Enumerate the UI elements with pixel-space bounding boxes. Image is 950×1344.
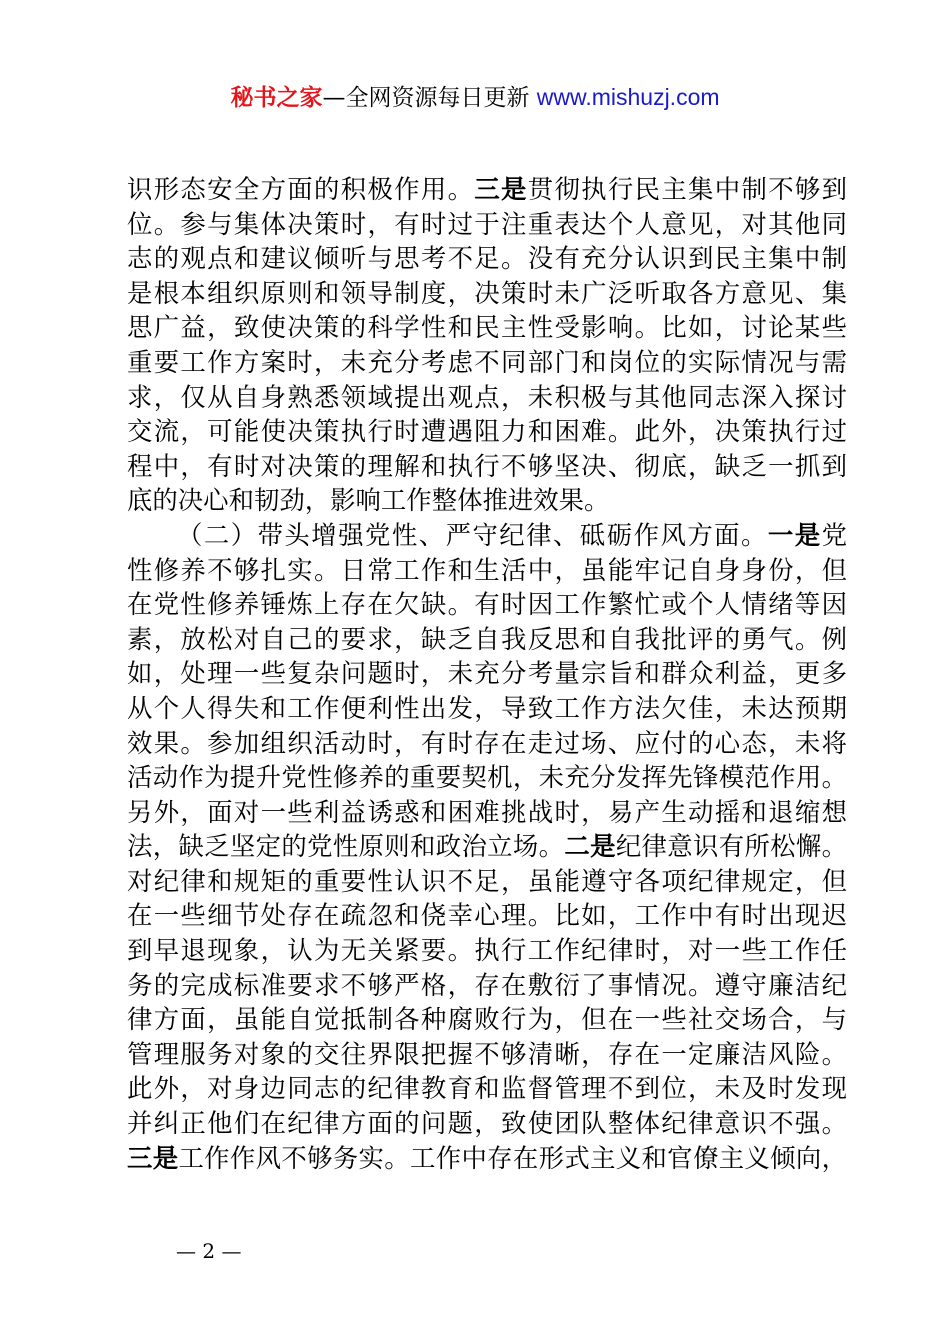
- body-line: 志的观点和建议倾听与思考不足。没有充分认识到民主集中制: [127, 243, 847, 274]
- body-line: 三是工作作风不够务实。工作中存在形式主义和官僚主义倾向，: [127, 1142, 848, 1173]
- body-line: 对纪律和规矩的重要性认识不足，虽能遵守各项纪律规定，但: [127, 865, 847, 896]
- body-line: 在一些细节处存在疏忽和侥幸心理。比如，工作中有时出现迟: [127, 900, 847, 931]
- body-line: 从个人得失和工作便利性出发，导致工作方法欠佳，未达预期: [127, 692, 847, 723]
- body-line: 交流，可能使决策执行时遭遇阻力和困难。此外，决策执行过: [127, 416, 847, 447]
- body-line: 程中，有时对决策的理解和执行不够坚决、彻底，缺乏一抓到: [127, 450, 847, 481]
- site-url-link[interactable]: www.mishuzj.com: [536, 84, 720, 110]
- body-line: 思广益，致使决策的科学性和民主性受影响。比如，讨论某些: [127, 312, 847, 343]
- header-tagline: —全网资源每日更新: [322, 85, 530, 111]
- body-line: 位。参与集体决策时，有时过于注重表达个人意见，对其他同: [127, 208, 847, 239]
- site-header-banner: [0, 80, 950, 115]
- body-line: 底的决心和韧劲，影响工作整体推进效果。: [127, 485, 610, 516]
- body-line: 在党性修养锤炼上存在欠缺。有时因工作繁忙或个人情绪等因: [127, 589, 847, 620]
- body-line: 法，缺乏坚定的党性原则和政治立场。二是纪律意识有所松懈。: [127, 831, 848, 862]
- body-line: 此外，对身边同志的纪律教育和监督管理不到位，未及时发现: [127, 1073, 847, 1104]
- brand-name: 秘书之家: [230, 85, 323, 111]
- body-line: 是根本组织原则和领导制度，决策时未广泛听取各方意见、集: [127, 277, 847, 308]
- body-line: 效果。参加组织活动时，有时存在走过场、应付的心态，未将: [127, 727, 847, 758]
- body-line: 重要工作方案时，未充分考虑不同部门和岗位的实际情况与需: [127, 346, 847, 377]
- body-line: 如，处理一些复杂问题时，未充分考量宗旨和群众利益，更多: [127, 658, 847, 689]
- document-body: [127, 172, 847, 1175]
- body-line: 律方面，虽能自觉抵制各种腐败行为，但在一些社交场合，与: [127, 1004, 847, 1035]
- body-line: 管理服务对象的交往界限把握不够清晰，存在一定廉洁风险。: [127, 1038, 847, 1069]
- body-line: 另外，面对一些利益诱惑和困难挑战时，易产生动摇和退缩想: [127, 796, 847, 827]
- body-line: 到早退现象，认为无关紧要。执行工作纪律时，对一些工作任: [127, 935, 847, 966]
- page-number: — 2 —: [176, 1239, 242, 1263]
- body-line: 识形态安全方面的积极作用。三是贯彻执行民主集中制不够到: [127, 174, 848, 204]
- body-line: 并纠正他们在纪律方面的问题，致使团队整体纪律意识不强。: [127, 1108, 847, 1139]
- section-heading-line: （二）带头增强党性、严守纪律、砥砺作风方面。一是党: [177, 519, 848, 550]
- body-line: 素，放松对自己的要求，缺乏自我反思和自我批评的勇气。例: [127, 623, 847, 654]
- body-line: 求，仅从自身熟悉领域提出观点，未积极与其他同志深入探讨: [127, 381, 847, 412]
- body-line: 务的完成标准要求不够严格，存在敷衍了事情况。遵守廉洁纪: [127, 969, 847, 1000]
- body-line: 性修养不够扎实。日常工作和生活中，虽能牢记自身身份，但: [127, 554, 847, 585]
- body-line: 活动作为提升党性修养的重要契机，未充分发挥先锋模范作用。: [127, 762, 847, 793]
